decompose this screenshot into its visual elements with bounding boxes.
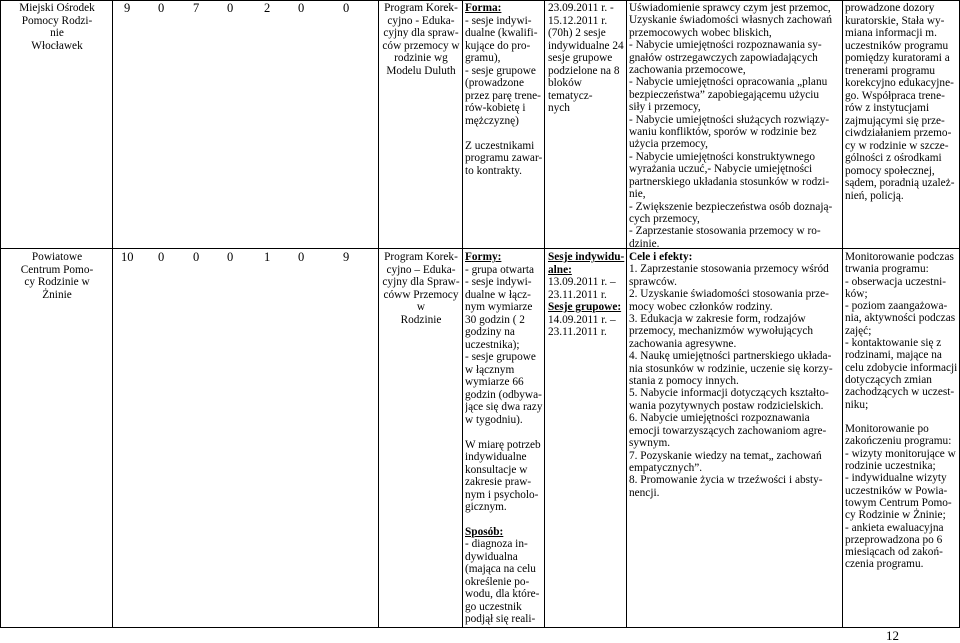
group-sessions-heading: Sesje grupowe: — [548, 301, 622, 313]
number-cell: 1 — [264, 250, 271, 264]
method-heading: Sposób: — [465, 525, 504, 538]
number-cell: 0 — [298, 1, 305, 15]
individual-sessions-heading: Sesje indywidu- alne: — [548, 251, 625, 276]
number-cell: 0 — [193, 250, 200, 264]
program-name-cell: Program Korek- cyjno - Eduka- cyjny dla spraw- ców przemocy w rodzinie wg Modelu Duluth — [382, 2, 460, 77]
number-cell: 0 — [158, 1, 165, 15]
dates-cell — [548, 251, 628, 339]
number-cell: 9 — [343, 250, 350, 264]
forms-text: - sesje indywi- dualne (kwalifi- kujące do pro- gramu), - sesje grupowe (prowadzone przez parę trene- rów-kobietę i mężczyznę) Z uczestnikami programu zawar- to kontrakty. — [465, 14, 543, 177]
goals-cell — [629, 251, 842, 499]
institution-cell: Miejski Ośrodek Pomocy Rodzi- nie Włocławek — [19, 2, 95, 52]
dates-cell: 23.09.2011 r. - 15.12.2011 r. (70h) 2 sesje indywidualne 24 sesje grupowe podzielone na 8 bloków tematycz- nych — [548, 2, 624, 114]
group-sessions-dates: 14.09.2011 r. – 23.11.2011 r. — [548, 313, 616, 338]
number-cell: 0 — [343, 1, 350, 15]
number-cell: 0 — [227, 1, 234, 15]
monitoring-cell: Monitorowanie podczas trwania programu: - obserwacja uczestni- ków; - poziom zaangażowa- nia, aktywności podczas zajęć; - kontaktowanie się z rodzinami, mające na celu zdobycie informacji dotyczących zmian zachodzących w uczest- niku; Monitorowanie po zakończeniu programu: - wizyty monitorujące w rodzinie uczestnika; - indywidualne wizyty uczestników w Powia- towym Centrum Pomo- cy Rodzinie w Żninie; - ankieta ewaluacyjna przeprowadzona po 6 miesiącach od zakoń- czenia programu. — [845, 251, 958, 571]
number-cell: 0 — [227, 250, 234, 264]
forms-heading: Forma: — [465, 2, 502, 14]
number-cell: 10 — [121, 250, 134, 264]
method-text: - diagnoza in- dywidualna (mająca na celu określenie po- wodu, dla które- go uczestnik podjął się reali- — [465, 538, 540, 625]
number-cell: 7 — [193, 1, 200, 15]
forms-heading: Formy: — [465, 251, 502, 263]
goals-cell: Uświadomienie sprawcy czym jest przemoc, Uzyskanie świadomości własnych zachowań przemocowych wobec bliskich, - Nabycie umiejętności rozpoznawania sy- gnałów ostrzegawczych zapowiadających zachowania przemocowe, - Nabycie umiejętności opracowania „planu bezpieczeństwa” zapobiegającemu użyciu siły i przemocy, - Nabycie umiejętności służących rozwiązy- waniu konfliktów, sporów w rodzinie bez użycia przemocy, - Nabycie umiejętności konstruktywnego wyrażania uczuć,- Nabycie umiejętności partnerskiego układania stosunków w rodzi- nie, - Zwiększenie bezpieczeństwa osób doznają- cych przemocy, - Zaprzestanie stosowania przemocy w ro- dzinie. — [629, 2, 833, 250]
page-number: 12 — [886, 628, 899, 643]
goals-heading: Cele i efekty: — [629, 251, 693, 263]
goals-text: 1. Zaprzestanie stosowania przemocy wśród sprawców. 2. Uzyskanie świadomości stosowania prze- mocy wobec członków rodziny. 3. Edukacja w zakresie form, rodzajów przemocy, mechanizmów wywołujących zachowania agresywne. 4. Naukę umiejętności partnerskiego układa- nia stosunków w rodzinie, uczenie się korzy- stania z pomocy innych. 5. Nabycie informacji dotyczących kształto- wania pozytywnych postaw rodzicielskich. 6. Nabycie umiejętności rozpoznawania emocji towarzyszących zachowaniom agre- sywnym. 7. Pozyskanie wiedzy na temat„ zachowań empatycznych”. 8. Promowanie życia w trzeźwości i absty- nencji. — [629, 263, 833, 499]
individual-sessions-dates: 13.09.2011 r. – 23.11.2011 r. — [548, 276, 616, 301]
number-cell: 9 — [124, 1, 131, 15]
program-name-cell: Program Korek- cyjno – Eduka- cyjny dla Spraw- cóww Przemocy w Rodzinie — [382, 251, 460, 326]
number-cell: 0 — [158, 250, 165, 264]
number-cell: 0 — [298, 250, 305, 264]
institution-cell: Powiatowe Centrum Pomo- cy Rodzinie w Żninie — [20, 251, 94, 301]
number-cell: 2 — [264, 1, 271, 15]
forms-cell — [465, 2, 545, 177]
forms-cell — [465, 251, 545, 627]
forms-text: - grupa otwarta - sesje indywi- dualne w łącz- nym wymiarze 30 godzin ( 2 godziny na uczestnika); - sesje grupowe w łącznym wymiarze 66 godzin (odbywa- jące się dwa razy w tygodniu). W miarę potrzeb indywidualne konsultacje w zakresie praw- nym i psycholo- gicznym. — [465, 263, 543, 513]
monitoring-cell: prowadzone dozory kuratorskie, Stała wy- miana informacji m. uczestników programu pomiędzy kuratorami a trenerami programu korekcyjno edukacyjne- go. Współpraca trene- rów z instytucjami zajmującymi się prze- ciwdziałaniem przemo- cy w rodzinie w szcze- gólności z ośrodkami pomocy społecznej, sądem, poradnią uzależ- nień, policją. — [845, 2, 955, 202]
